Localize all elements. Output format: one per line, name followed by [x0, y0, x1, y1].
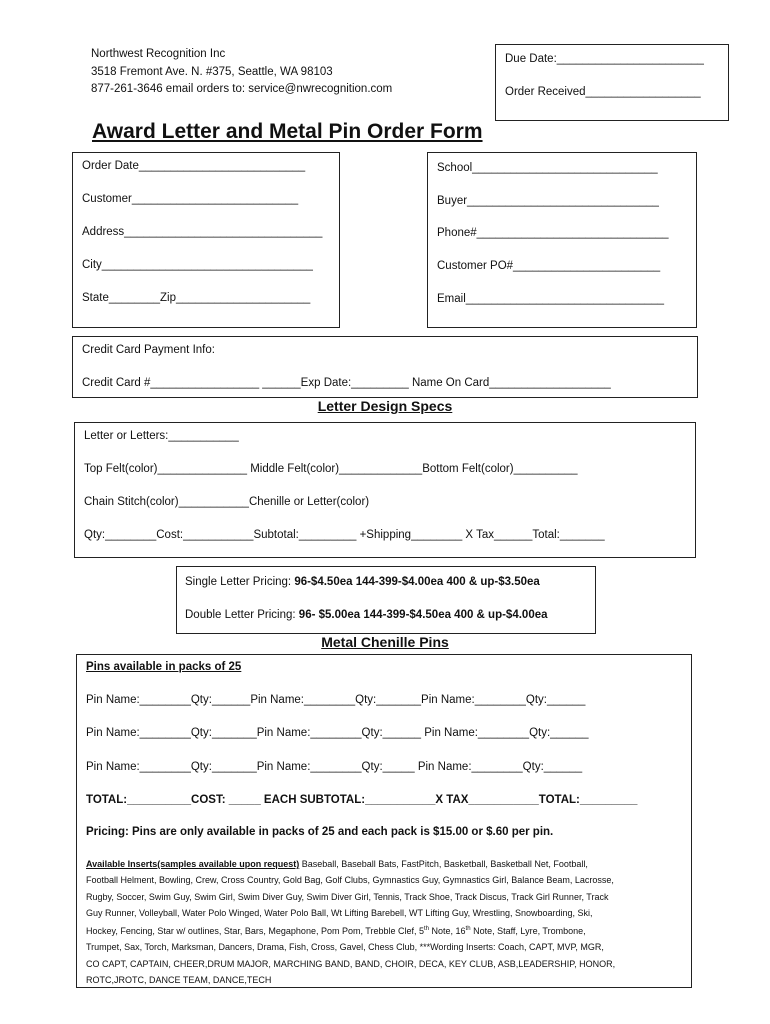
- company-contact: 877-261-3646 email orders to: service@nwrecognition.com: [91, 83, 393, 95]
- company-name: Northwest Recognition Inc: [91, 48, 226, 60]
- inserts-line-8: ROTC,JROTC, DANCE TEAM, DANCE,TECH: [86, 975, 272, 986]
- payment-heading: Credit Card Payment Info:: [82, 344, 215, 356]
- address-field[interactable]: Address_______________________________: [82, 226, 323, 238]
- phone-field[interactable]: Phone#______________________________: [437, 227, 669, 239]
- pin-row-2[interactable]: Pin Name:________Qty:_______Pin Name:________Qty:______ Pin Name:________Qty:______: [86, 727, 589, 739]
- credit-card-field[interactable]: Credit Card #_________________ ______Exp Date:_________ Name On Card___________________: [82, 377, 611, 389]
- school-field[interactable]: School_____________________________: [437, 162, 658, 174]
- buyer-field[interactable]: Buyer______________________________: [437, 195, 659, 207]
- chain-stitch-field[interactable]: Chain Stitch(color)___________Chenille or Letter(color): [84, 496, 370, 508]
- pins-packs-note: Pins available in packs of 25: [86, 661, 242, 673]
- double-letter-pricing: Double Letter Pricing: 96- $5.00ea 144-399-$4.50ea 400 & up-$4.00ea: [185, 609, 548, 621]
- inserts-label: Available Inserts(samples available upon request): [86, 859, 300, 869]
- form-title: Award Letter and Metal Pin Order Form: [92, 120, 483, 143]
- order-received-field[interactable]: Order Received__________________: [505, 86, 701, 98]
- inserts-line-1: Baseball, Baseball Bats, FastPitch, Basketball, Basketball Net, Football,: [299, 859, 588, 869]
- pins-section-title: Metal Chenille Pins: [321, 634, 449, 650]
- pin-row-3[interactable]: Pin Name:________Qty:_______Pin Name:________Qty:_____ Pin Name:________Qty:______: [86, 761, 583, 773]
- available-inserts: [86, 856, 686, 988]
- inserts-line-2: Football Helment, Bowling, Crew, Cross Country, Gold Bag, Golf Clubs, Gymnastics Guy, Gymnastics Girl, Balance Beam, Lacrosse,: [86, 875, 614, 886]
- inserts-line-5: Hockey, Fencing, Star w/ outlines, Star, Bars, Megaphone, Pom Pom, Trebble Clef, 5th Note, 16th Note, Staff, Lyre, Trombone,: [86, 926, 586, 937]
- pin-row-1[interactable]: Pin Name:________Qty:______Pin Name:________Qty:_______Pin Name:________Qty:______: [86, 694, 586, 706]
- customer-field[interactable]: Customer__________________________: [82, 193, 299, 205]
- letters-field[interactable]: Letter or Letters:___________: [84, 430, 239, 442]
- pin-total-row[interactable]: TOTAL:__________COST: _____ EACH SUBTOTAL:___________X TAX___________TOTAL:_________: [86, 794, 638, 806]
- email-field[interactable]: Email_______________________________: [437, 293, 665, 305]
- city-field[interactable]: City_________________________________: [82, 259, 313, 271]
- qty-cost-field[interactable]: Qty:________Cost:___________Subtotal:_________ +Shipping________ X Tax______Total:_______: [84, 529, 605, 541]
- letter-section-title: Letter Design Specs: [317, 398, 453, 414]
- inserts-line-6: Trumpet, Sax, Torch, Marksman, Dancers, Drama, Fish, Cross, Gavel, Chess Club, ***Wording Inserts: Coach, CAPT, MVP, MGR,: [86, 942, 604, 953]
- pin-pricing-note: Pricing: Pins are only available in packs of 25 and each pack is $15.00 or $.60 per pin.: [86, 826, 554, 838]
- inserts-line-7: CO CAPT, CAPTAIN, CHEER,DRUM MAJOR, MARCHING BAND, BAND, CHOIR, DECA, KEY CLUB, ASB,LEADERSHIP, HONOR,: [86, 958, 616, 969]
- single-letter-pricing: Single Letter Pricing: 96-$4.50ea 144-399-$4.00ea 400 & up-$3.50ea: [185, 576, 540, 588]
- order-date-field[interactable]: Order Date__________________________: [82, 160, 306, 172]
- inserts-line-3: Rugby, Soccer, Swim Guy, Swim Girl, Swim Diver Guy, Swim Diver Girl, Tennis, Track Shoe, Track Discus, Track Girl Runner, Track: [86, 891, 609, 902]
- company-address: 3518 Fremont Ave. N. #375, Seattle, WA 98103: [91, 66, 333, 78]
- inserts-line-4: Guy Runner, Volleyball, Water Polo Winged, Water Polo Ball, Wt Lifting Barebell, WT Lifting Guy, Wrestling, Snowboarding, Ski,: [86, 907, 593, 918]
- due-date-field[interactable]: Due Date:_______________________: [505, 53, 704, 65]
- felt-colors-field[interactable]: Top Felt(color)______________ Middle Felt(color)_____________Bottom Felt(color)__________: [84, 463, 578, 475]
- customer-po-field[interactable]: Customer PO#_______________________: [437, 260, 661, 272]
- state-zip-field[interactable]: State________Zip_____________________: [82, 292, 311, 304]
